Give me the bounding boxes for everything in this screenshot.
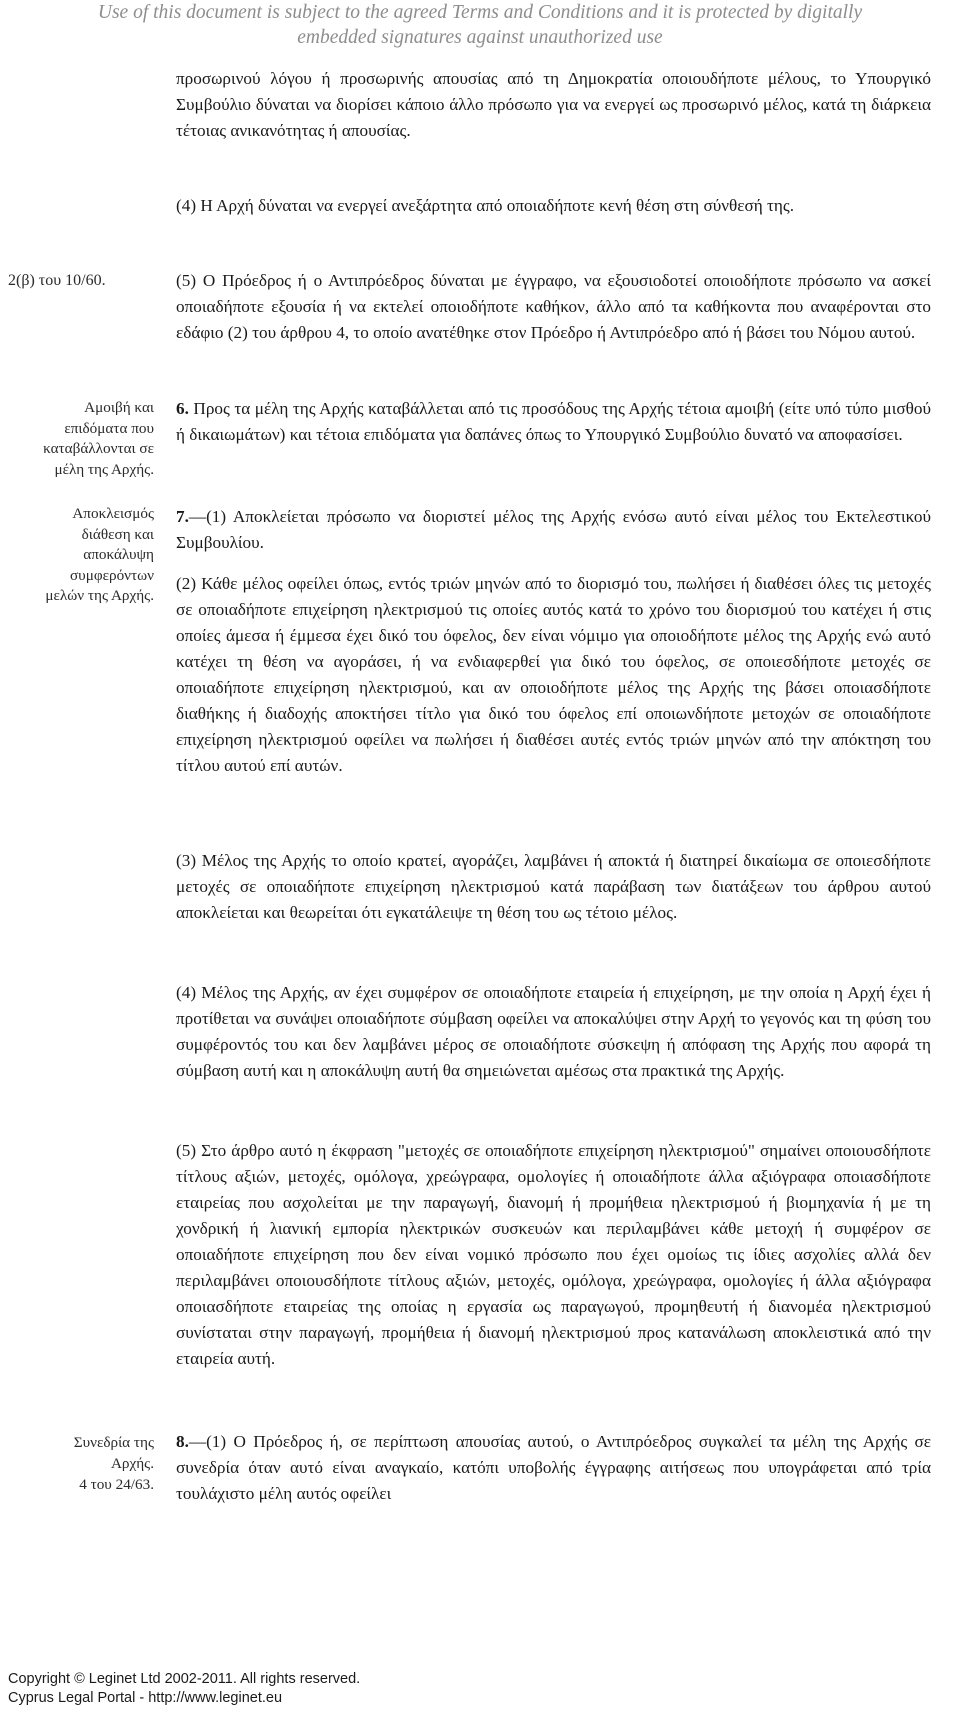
section-7-subsection-1 — [176, 504, 931, 556]
paragraph-subsection-5: (5) Ο Πρόεδρος ή ο Αντιπρόεδρος δύναται με έγγραφο, να εξουσιοδοτεί οποιοδήποτε πρόσωπο να ασκεί οποιαδήποτε εξουσία ή να εκτελεί οποιοδήποτε καθήκον, άλλο από τα καθήκοντα που αναφέρονται στο εδάφιο (2) του άρθρου 4, το οποίο ανατέθηκε στον Πρόεδρο ή Αντιπρόεδρο από ή βάσει του Νόμου αυτού. — [176, 271, 931, 342]
watermark-line-2: embedded signatures against unauthorized use — [297, 27, 663, 48]
sidenote-exclusion-line: μελών της Αρχής. — [45, 587, 154, 604]
sidenote-remuneration-line: μέλη της Αρχής. — [54, 460, 154, 478]
sidenote-reference-2b: 2(β) του 10/60. — [8, 272, 106, 289]
paragraph-subsection-4: (4) Η Αρχή δύναται να ενεργεί ανεξάρτητα από οποιαδήποτε κενή θέση στη σύνθεσή της. — [176, 196, 795, 215]
section-6-text: Προς τα μέλη της Αρχής καταβάλλεται από τις προσόδους της Αρχής τέτοια αμοιβή (είτε υπό τύπο μισθού ή δικαιωμάτων) και τέτοια επιδόματα για δαπάνες όπως το Υπουργικό Συμβούλιο δυνατό να αποφασίσει. — [176, 399, 931, 444]
sidenote-exclusion — [6, 504, 154, 607]
section-6-number: 6. — [176, 399, 189, 418]
sidenote-exclusion-line: αποκάλυψη — [83, 546, 154, 563]
section-7-subsection-2: (2) Κάθε μέλος οφείλει όπως, εντός τριών μηνών από το διορισμό του, πωλήσει ή διαθέσει όλες τις μετοχές σε οποιαδήποτε επιχείρηση ηλεκτρισμού τις οποίες αυτός κατά το χρόνο του διορισμού του κατέχει ή στις οποίες άμεσα ή έμμεσα έχει δικό του όφελος, δεν είναι νόμιμο για οποιοδήποτε μέλος της Αρχής ενώ αυτό κατέχει τη θέση να αγοράσει, ή να ενδιαφερθεί για δικό του όφελος, σε οποιεσδήποτε μετοχές σε οποιαδήποτε επιχείρηση ηλεκτρισμού, και αν οποιοδήποτε μέλος της Αρχής της βάσει οποιασδήποτε διαθήκης ή διαδοχής αποκτήσει τίτλο για δικό του όφελος επί οποιωνδήποτε μετοχών σε οποιαδήποτε επιχείρηση ηλεκτρισμού οφείλει να πωλήσει ή διαθέσει αυτές εντός τριών μηνών από την απόκτηση του τίτλου αυτού επί αυτών. — [176, 574, 931, 775]
section-8 — [176, 1429, 931, 1507]
watermark-notice — [0, 0, 960, 50]
sidenote-remuneration-line: Αμοιβή και — [84, 399, 154, 416]
section-7-subsection-3: (3) Μέλος της Αρχής το οποίο κρατεί, αγοράζει, λαμβάνει ή αποκτά ή διατηρεί δικαίωμα σε οποιεσδήποτε μετοχές σε οποιαδήποτε επιχείρηση ηλεκτρισμού κατά παράβαση των διατάξεων του άρθρου αυτού αποκλείεται και θεωρείται ότι εγκατάλειψε τη θέση του ως τέτοιο μέλος. — [176, 851, 931, 922]
section-7-text: —(1) Αποκλείεται πρόσωπο να διοριστεί μέλος της Αρχής ενόσω αυτό είναι μέλος του Εκτελεστικού Συμβουλίου. — [176, 507, 931, 552]
section-8-number: 8. — [176, 1432, 189, 1451]
sidenote-session-line: 4 του 24/63. — [79, 1476, 154, 1493]
paragraph-top-continuation: προσωρινού λόγου ή προσωρινής απουσίας από τη Δημοκρατία οποιουδήποτε μέλους, το Υπουργικό Συμβούλιο δύναται να διορίσει κάποιο άλλο πρόσωπο για να ενεργεί ως προσωρινό μέλος, κατά τη διάρκεια τέτοιας ανικανότητας ή απουσίας. — [176, 69, 931, 140]
sidenote-exclusion-line: Αποκλεισμός — [72, 505, 154, 522]
section-6 — [176, 396, 931, 448]
section-7-number: 7. — [176, 507, 189, 526]
section-7-subsection-5: (5) Στο άρθρο αυτό η έκφραση "μετοχές σε οποιαδήποτε επιχείρηση ηλεκτρισμού" σημαίνει οποιουσδήποτε τίτλους αξιών, μετοχές, ομόλογα, χρεώγραφα, ομολογίες ή οποιαδήποτε άλλα αξιόγραφα οποιασδήποτε εταιρείας που ασχολείται με την παραγωγή, διανομή ή προμήθεια ηλεκτρισμού ή βιομηχανία ή με τη χονδρική ή λιανική εμπορία ηλεκτρικών συσκευών και περιλαμβάνει κάθε μετοχή ή συμφέρον σε οποιαδήποτε επιχείρηση που δεν είναι νομικό πρόσωπο που έχει ομοίως τις ίδιες ασχολίες αλλά δεν περιλαμβάνει οποιουσδήποτε τίτλους αξιών, μετοχές, ομόλογα, χρεώγραφα, ομολογίες ή άλλα αξιόγραφα οποιασδήποτε εταιρείας της οποίας η εργασία ως παραγωγού, προμηθευτή ή διανομέα ηλεκτρισμού συνίσταται στην παραγωγή, προμήθεια ή διανομή ηλεκτρισμού προς κατανάλωση αποκλειστικά από την εταιρεία αυτή. — [176, 1141, 931, 1368]
section-7-subsection-4: (4) Μέλος της Αρχής, αν έχει συμφέρον σε οποιαδήποτε εταιρεία ή επιχείρηση, με την οποία η Αρχή έχει ή προτίθεται να συνάψει οποιαδήποτε σύμβαση οφείλει να αποκαλύψει στην Αρχή το γεγονός και τη φύση του συμφέροντός του και δεν λαμβάνει μέρος σε οποιαδήποτε σύσκεψη ή απόφαση της Αρχής που αφορά τη σύμβαση αυτή και η αποκάλυψη αυτή θα σημειώνεται αμέσως στα πρακτικά της Αρχής. — [176, 983, 931, 1080]
sidenote-session-line: Αρχής. — [110, 1455, 154, 1472]
sidenote-session-line: Συνεδρία της — [73, 1434, 154, 1451]
footer — [8, 1670, 360, 1708]
section-8-text: —(1) Ο Πρόεδρος ή, σε περίπτωση απουσίας αυτού, ο Αντιπρόεδρος συγκαλεί τα μέλη της Αρχής σε συνεδρία όταν αυτό είναι αναγκαίο, κατόπι υποβολής έγγραφης αιτήσεως που υπογράφεται από τρία τουλάχιστο μέλη αυτός οφείλει — [176, 1432, 931, 1503]
footer-copyright: Copyright © Leginet Ltd 2002-2011. All rights reserved. — [8, 1671, 361, 1687]
watermark-line-1: Use of this document is subject to the agreed Terms and Conditions and it is protected by digitally — [97, 2, 863, 23]
sidenote-exclusion-line: συμφερόντων — [70, 566, 154, 584]
sidenote-remuneration-line: καταβάλλονται σε — [43, 440, 154, 457]
sidenote-remuneration-line: επιδόματα που — [64, 419, 154, 437]
sidenote-session — [6, 1432, 154, 1495]
footer-portal-link: Cyprus Legal Portal - http://www.leginet.eu — [8, 1690, 283, 1706]
sidenote-exclusion-line: διάθεση και — [81, 525, 154, 543]
sidenote-remuneration — [6, 398, 154, 480]
